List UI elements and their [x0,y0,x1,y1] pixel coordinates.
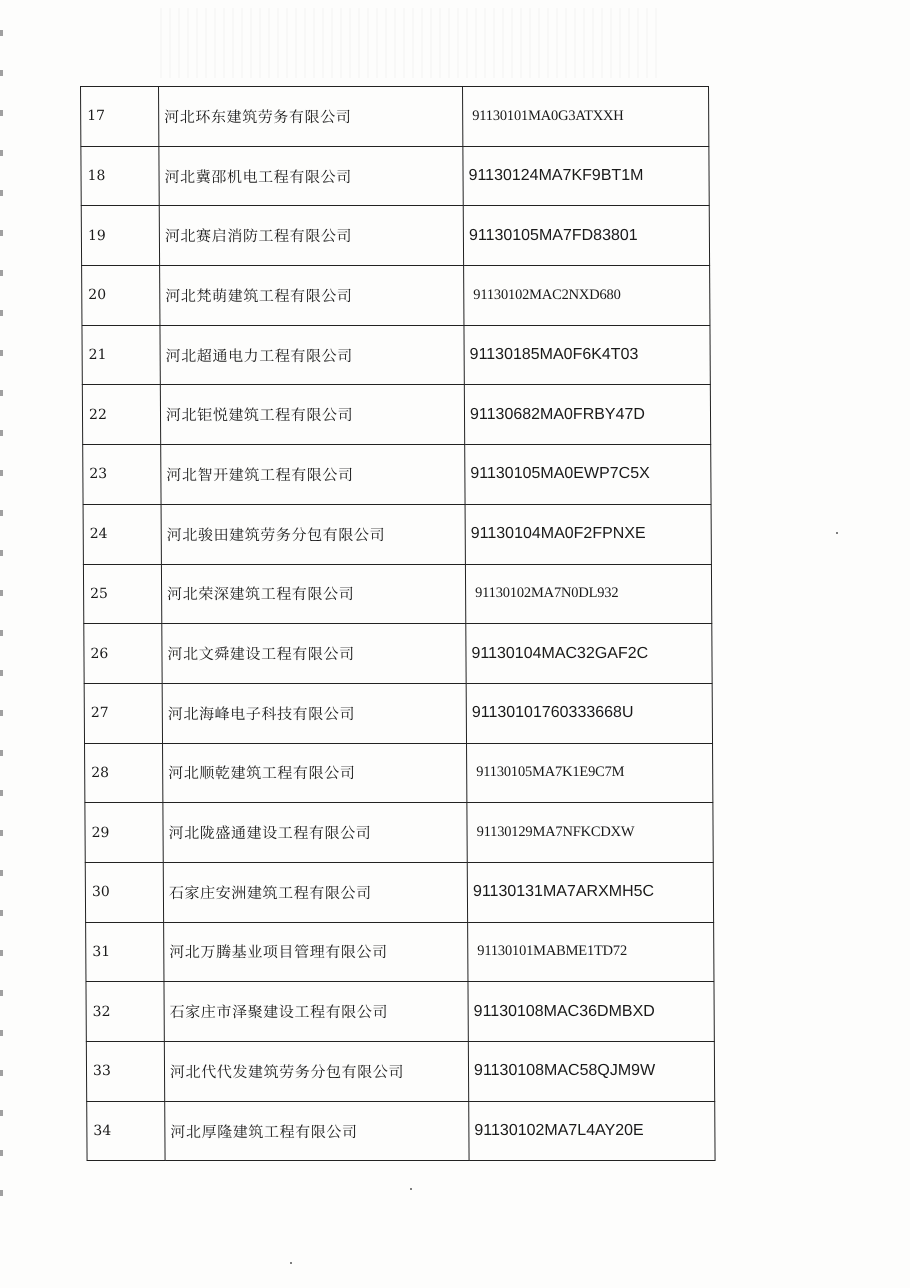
row-number: 20 [82,266,160,326]
table-row [83,564,711,624]
table-row [85,803,713,863]
credit-code: 91130108MAC36DMBXD [468,982,714,1042]
scan-speck [836,532,838,534]
credit-code: 91130101MABME1TD72 [468,922,714,982]
scan-speck [290,1262,292,1264]
company-name: 河北环东建筑劳务有限公司 [159,87,463,147]
credit-code: 91130102MA7L4AY20E [469,1101,715,1161]
table-row [87,1101,715,1161]
credit-code: 91130682MA0FRBY47D [464,385,710,445]
credit-code: 91130101MA0G3ATXXH [463,87,709,147]
row-number: 17 [81,87,159,147]
table-row [86,1042,714,1102]
table-row [83,504,711,564]
row-number: 21 [82,325,160,385]
company-name: 河北陇盛通建设工程有限公司 [163,803,467,863]
row-number: 31 [86,922,164,982]
row-number: 23 [83,445,161,505]
row-number: 30 [85,862,163,922]
row-number: 29 [85,803,163,863]
table-row [86,922,714,982]
row-number: 28 [85,743,163,803]
credit-code: 91130131MA7ARXMH5C [467,862,713,922]
company-name: 河北赛启消防工程有限公司 [159,206,463,266]
company-name: 河北文舜建设工程有限公司 [162,624,466,684]
company-name: 河北海峰电子科技有限公司 [162,683,466,743]
credit-code: 91130105MA7FD83801 [463,206,709,266]
row-number: 25 [83,564,161,624]
row-number: 33 [86,1042,164,1102]
company-name: 河北冀邵机电工程有限公司 [159,146,463,206]
table-row [81,146,709,206]
company-name: 石家庄安洲建筑工程有限公司 [163,862,467,922]
company-name: 河北厚隆建筑工程有限公司 [165,1101,469,1161]
table-row [81,87,709,147]
company-name: 河北代代发建筑劳务分包有限公司 [164,1042,468,1102]
company-name: 河北荣深建筑工程有限公司 [161,564,465,624]
credit-code: 91130105MA7K1E9C7M [467,743,713,803]
credit-code: 91130102MAC2NXD680 [464,266,710,326]
company-name: 河北梵萌建筑工程有限公司 [160,266,464,326]
table-row [82,385,710,445]
row-number: 19 [81,206,159,266]
table-row [85,743,713,803]
credit-code: 91130124MA7KF9BT1M [463,146,709,206]
credit-code: 91130102MA7N0DL932 [465,564,711,624]
table-row [83,445,711,505]
company-name: 河北超通电力工程有限公司 [160,325,464,385]
credit-code: 91130185MA0F6K4T03 [464,325,710,385]
company-table [80,86,716,1161]
credit-code: 91130101760333668U [466,683,712,743]
row-number: 27 [84,683,162,743]
credit-code: 91130108MAC58QJM9W [468,1042,714,1102]
company-name: 石家庄市泽聚建设工程有限公司 [164,982,468,1042]
company-table-container [80,86,708,1161]
table-row [85,862,713,922]
table-row [84,683,712,743]
table-row [81,206,709,266]
credit-code: 91130104MA0F2FPNXE [465,504,711,564]
company-name: 河北骏田建筑劳务分包有限公司 [161,504,465,564]
credit-code: 91130104MAC32GAF2C [466,624,712,684]
credit-code: 91130129MA7NFKCDXW [467,803,713,863]
scan-edge [0,30,3,1230]
scan-speck [410,1188,412,1190]
table-row [84,624,712,684]
row-number: 24 [83,504,161,564]
scan-noise [160,8,660,78]
company-name: 河北智开建筑工程有限公司 [161,445,465,505]
row-number: 34 [87,1101,165,1161]
table-row [86,982,714,1042]
company-name: 河北万腾基业项目管理有限公司 [164,922,468,982]
company-name: 河北顺乾建筑工程有限公司 [163,743,467,803]
row-number: 32 [86,982,164,1042]
row-number: 18 [81,146,159,206]
company-name: 河北钜悦建筑工程有限公司 [160,385,464,445]
row-number: 22 [82,385,160,445]
row-number: 26 [84,624,162,684]
table-row [82,325,710,385]
table-row [82,266,710,326]
credit-code: 91130105MA0EWP7C5X [465,445,711,505]
